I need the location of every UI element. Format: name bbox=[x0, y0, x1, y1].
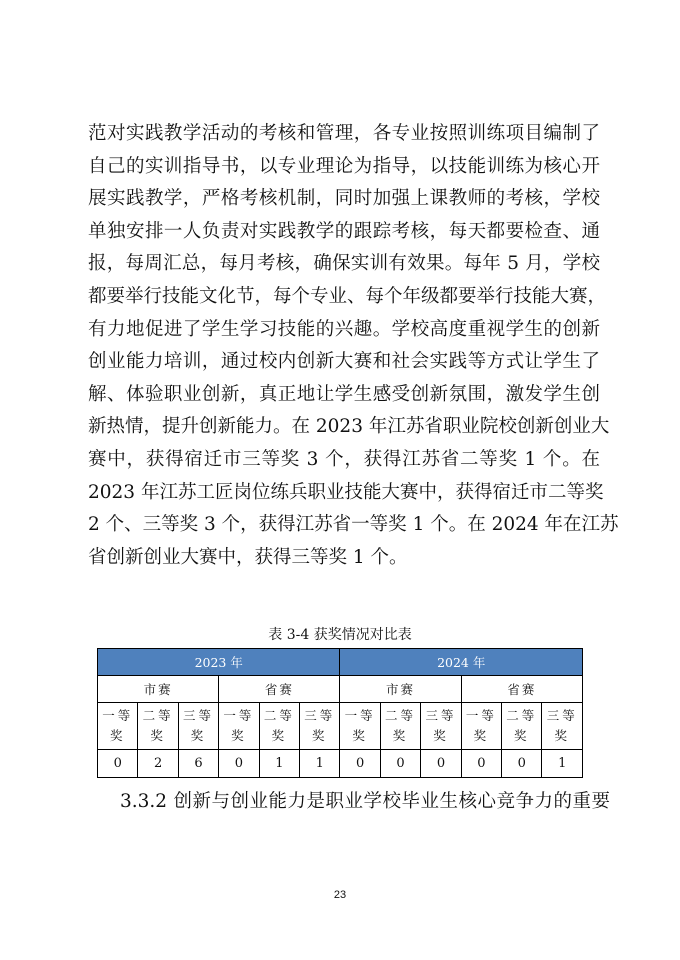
page-number: 23 bbox=[333, 889, 347, 901]
body-line: 解、体验职业创新，真正地让学生感受创新氛围，激发学生创 bbox=[88, 383, 600, 405]
count-cell: 0 bbox=[219, 750, 259, 778]
year-header-cell: 2023 年 bbox=[98, 649, 340, 676]
table-caption: 表 3-4 获奖情况对比表 bbox=[268, 627, 412, 643]
prize-cell: 三等 奖 bbox=[300, 703, 340, 750]
body-line: 创业能力培训，通过校内创新大赛和社会实践等方式让学生了 bbox=[88, 351, 600, 373]
body-line: 单独安排一人负责对实践教学的跟踪考核，每天都要检查、通 bbox=[88, 220, 600, 242]
count-cell: 0 bbox=[461, 750, 501, 778]
body-line: 范对实践教学活动的考核和管理，各专业按照训练项目编制了 bbox=[88, 123, 600, 144]
body-paragraph bbox=[88, 118, 619, 574]
year-header-row bbox=[98, 649, 583, 676]
level-cell: 市赛 bbox=[98, 676, 219, 703]
prize-cell: 二等 奖 bbox=[138, 703, 178, 750]
level-cell: 省赛 bbox=[461, 676, 582, 703]
body-line: 2 个、三等奖 3 个，获得江苏省一等奖 1 个。在 2024 年在江苏 bbox=[88, 514, 619, 536]
prize-cell: 二等 奖 bbox=[259, 703, 299, 750]
level-cell: 省赛 bbox=[219, 676, 340, 703]
prize-cell: 三等 奖 bbox=[178, 703, 218, 750]
count-cell: 0 bbox=[380, 750, 420, 778]
body-line: 有力地促进了学生学习技能的兴趣。学校高度重视学生的创新 bbox=[88, 318, 600, 340]
prize-cell: 一等 奖 bbox=[98, 703, 138, 750]
year-header-cell: 2024 年 bbox=[340, 649, 583, 676]
count-cell: 6 bbox=[178, 750, 218, 778]
count-cell: 0 bbox=[421, 750, 461, 778]
count-cell: 1 bbox=[300, 750, 340, 778]
body-line: 都要举行技能文化节，每个专业、每个年级都要举行技能大赛， bbox=[88, 285, 607, 307]
body-line: 展实践教学，严格考核机制，同时加强上课教师的考核，学校 bbox=[88, 188, 600, 210]
body-line: 赛中，获得宿迁市三等奖 3 个，获得江苏省二等奖 1 个。在 bbox=[88, 448, 600, 470]
prize-cell: 三等 奖 bbox=[421, 703, 461, 750]
competition-level-row bbox=[98, 676, 583, 703]
prize-grade-row bbox=[98, 703, 583, 750]
prize-cell: 三等 奖 bbox=[542, 703, 583, 750]
count-cell: 0 bbox=[98, 750, 138, 778]
count-cell: 1 bbox=[259, 750, 299, 778]
prize-cell: 二等 奖 bbox=[380, 703, 420, 750]
body-line: 省创新创业大赛中，获得三等奖 1 个。 bbox=[88, 546, 408, 568]
level-cell: 市赛 bbox=[340, 676, 461, 703]
prize-cell: 一等 奖 bbox=[219, 703, 259, 750]
body-line: 新热情，提升创新能力。在 2023 年江苏省职业院校创新创业大 bbox=[88, 416, 610, 438]
count-cell: 1 bbox=[542, 750, 583, 778]
body-line: 自己的实训指导书，以专业理论为指导，以技能训练为核心开 bbox=[88, 155, 600, 177]
award-count-row bbox=[98, 750, 583, 778]
section-heading: 3.3.2 创新与创业能力是职业学校毕业生核心竞争力的重要 bbox=[120, 791, 610, 812]
count-cell: 2 bbox=[138, 750, 178, 778]
count-cell: 0 bbox=[502, 750, 542, 778]
prize-cell: 一等 奖 bbox=[461, 703, 501, 750]
prize-cell: 一等 奖 bbox=[340, 703, 380, 750]
awards-comparison-table bbox=[97, 648, 583, 778]
body-line: 报，每周汇总，每月考核，确保实训有效果。每年 5 月，学校 bbox=[88, 253, 600, 275]
prize-cell: 二等 奖 bbox=[502, 703, 542, 750]
body-line: 2023 年江苏工匠岗位练兵职业技能大赛中，获得宿迁市二等奖 bbox=[88, 481, 604, 503]
count-cell: 0 bbox=[340, 750, 380, 778]
